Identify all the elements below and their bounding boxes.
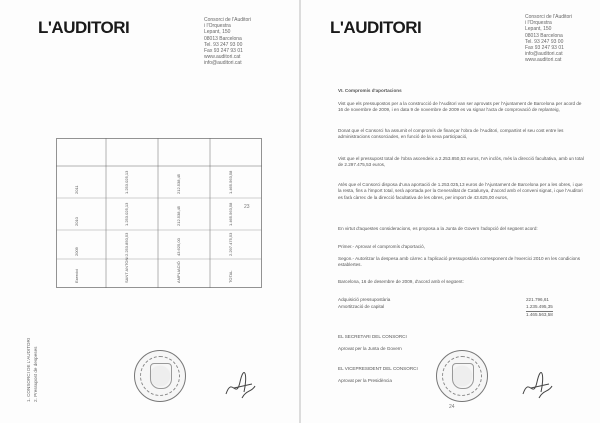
section-heading: VI. Compromís d'aportacions xyxy=(338,88,402,93)
table-cell: 212.538,45 xyxy=(176,205,181,226)
signature xyxy=(519,372,555,402)
left-page xyxy=(0,0,299,423)
address-line: Lepant, 150 xyxy=(204,29,231,36)
paragraph-1: Vist que els pressupostos per a la construcció de l'Auditori van ser aprovats per l'Ajuntament de Barcelona per acord de 16 de novembre de 2009, i en data 9 de novembre de 2009 es va signar l'acta de comprovació de replanteig, xyxy=(338,101,582,113)
auditori-logo: L'AUDITORI xyxy=(330,18,422,37)
amount-row: Adquisició pressupostària 221.796,61 xyxy=(338,297,549,302)
footer-note-1: 1. CONSORCI DE L'AUDITORI xyxy=(26,337,31,402)
table-cell: 2009 xyxy=(74,247,79,256)
table-cell: TOTAL xyxy=(228,270,233,283)
amount-row: Amortització de capital 1.235.495,35 xyxy=(338,304,553,309)
paragraph-7: Segon.- Autoritzar la despesa amb càrrec a l'aplicació pressupostària corresponent de l'exercici 2010 en les condicions establertes. xyxy=(338,256,581,268)
paragraph-6: Primer.- Aprovar el compromís d'aportació, xyxy=(338,244,425,249)
paragraph-3: Vist que el pressupost total de l'obra ascendeix a 2.253.850,53 euros, IVA inclòs, més la direcció facultativa, amb un total de 2.297.475,53 euros, xyxy=(338,156,584,168)
address-line: Fax 93 247 93 01 xyxy=(525,45,564,52)
official-seal xyxy=(134,350,186,402)
footer-note-2: 2. Pressupost de despeses xyxy=(33,346,38,402)
table-cell: 2010 xyxy=(74,217,79,226)
table-cell: AMPLIACIÓ xyxy=(176,261,181,283)
rotated-budget-table xyxy=(56,138,262,288)
address-line: Tel. 93 247 93 00 xyxy=(525,38,564,45)
signature-line-4: Aprovat per la Presidència xyxy=(338,378,392,383)
paragraph-8: Barcelona, 16 de desembre de 2009, d'acord amb el següent: xyxy=(338,279,464,284)
table-cell: 212.538,45 xyxy=(176,173,181,194)
address-line: Lepant, 150 xyxy=(525,26,552,33)
signature xyxy=(222,372,258,402)
page-number: 23 xyxy=(244,204,250,210)
address-line: i l'Orquestra xyxy=(525,20,552,27)
address-line: info@auditori.cat xyxy=(525,51,563,58)
address-line: www.auditori.cat xyxy=(525,57,562,64)
signature-line-1: EL SECRETARI DEL CONSORCI xyxy=(338,334,407,339)
address-line: info@auditori.cat xyxy=(204,60,242,67)
address-line: Tel. 93 247 93 00 xyxy=(204,41,243,48)
table-cell: Exercici xyxy=(74,268,79,283)
official-seal xyxy=(436,350,488,402)
table-cell: 1.253.025,13 xyxy=(124,170,129,194)
amounts-list xyxy=(338,297,578,318)
signature-line-2: Aprovat per la Junta de Govern xyxy=(338,346,402,351)
page-number: 24 xyxy=(449,404,455,410)
paragraph-4: Atès que el Consorci disposa d'una aportació de 1.253.025,13 euros de l'Ajuntament de Barcelona per a les obres, i que la resta, fins a l'import total, serà aportada per la Generalitat de Catalunya, d'acord amb el conveni signat, i que l'Auditori es farà càrrec de la direcció facultativa de les obres, per import de 43.625,00 euros, xyxy=(338,182,583,200)
right-page xyxy=(301,0,600,423)
table-cell: SANT ANTONI xyxy=(124,256,129,283)
amount-total-row: 1.465.563,58 xyxy=(526,312,553,317)
address-block xyxy=(525,14,572,64)
paragraph-5: En virtut d'aquestes consideracions, es proposa a la Junta de Govern l'adopció del següent acord: xyxy=(338,226,538,231)
address-line: 08013 Barcelona xyxy=(525,32,563,39)
table-cell: 2011 xyxy=(74,185,79,194)
table-cell: 2.297.475,53 xyxy=(228,232,233,256)
address-block xyxy=(204,17,251,67)
table-cell: 1.465.563,58 xyxy=(228,170,233,194)
table-cell: 1.253.025,13 xyxy=(124,202,129,226)
address-line: 08013 Barcelona xyxy=(204,35,242,42)
signature-line-3: EL VICEPRESIDENT DEL CONSORCI xyxy=(338,366,418,371)
table-cell: 2.253.850,53 xyxy=(124,232,129,256)
address-line: Fax 93 247 93 01 xyxy=(204,48,243,55)
auditori-logo: L'AUDITORI xyxy=(38,18,130,37)
address-line: i l'Orquestra xyxy=(204,23,231,30)
table-cell: 1.465.563,58 xyxy=(228,202,233,226)
address-line: Consorci de l'Auditori xyxy=(204,17,252,23)
table-cell: 43.625,00 xyxy=(176,238,181,256)
address-line: www.auditori.cat xyxy=(204,54,241,61)
paragraph-2: Donat que el Consorci ha assumit el compromís de finançar l'obra de l'Auditori, compartint el seu cost entre les administracions consorciades, en funció de la seva participació, xyxy=(338,128,564,140)
address-line: Consorci de l'Auditori xyxy=(525,14,573,20)
